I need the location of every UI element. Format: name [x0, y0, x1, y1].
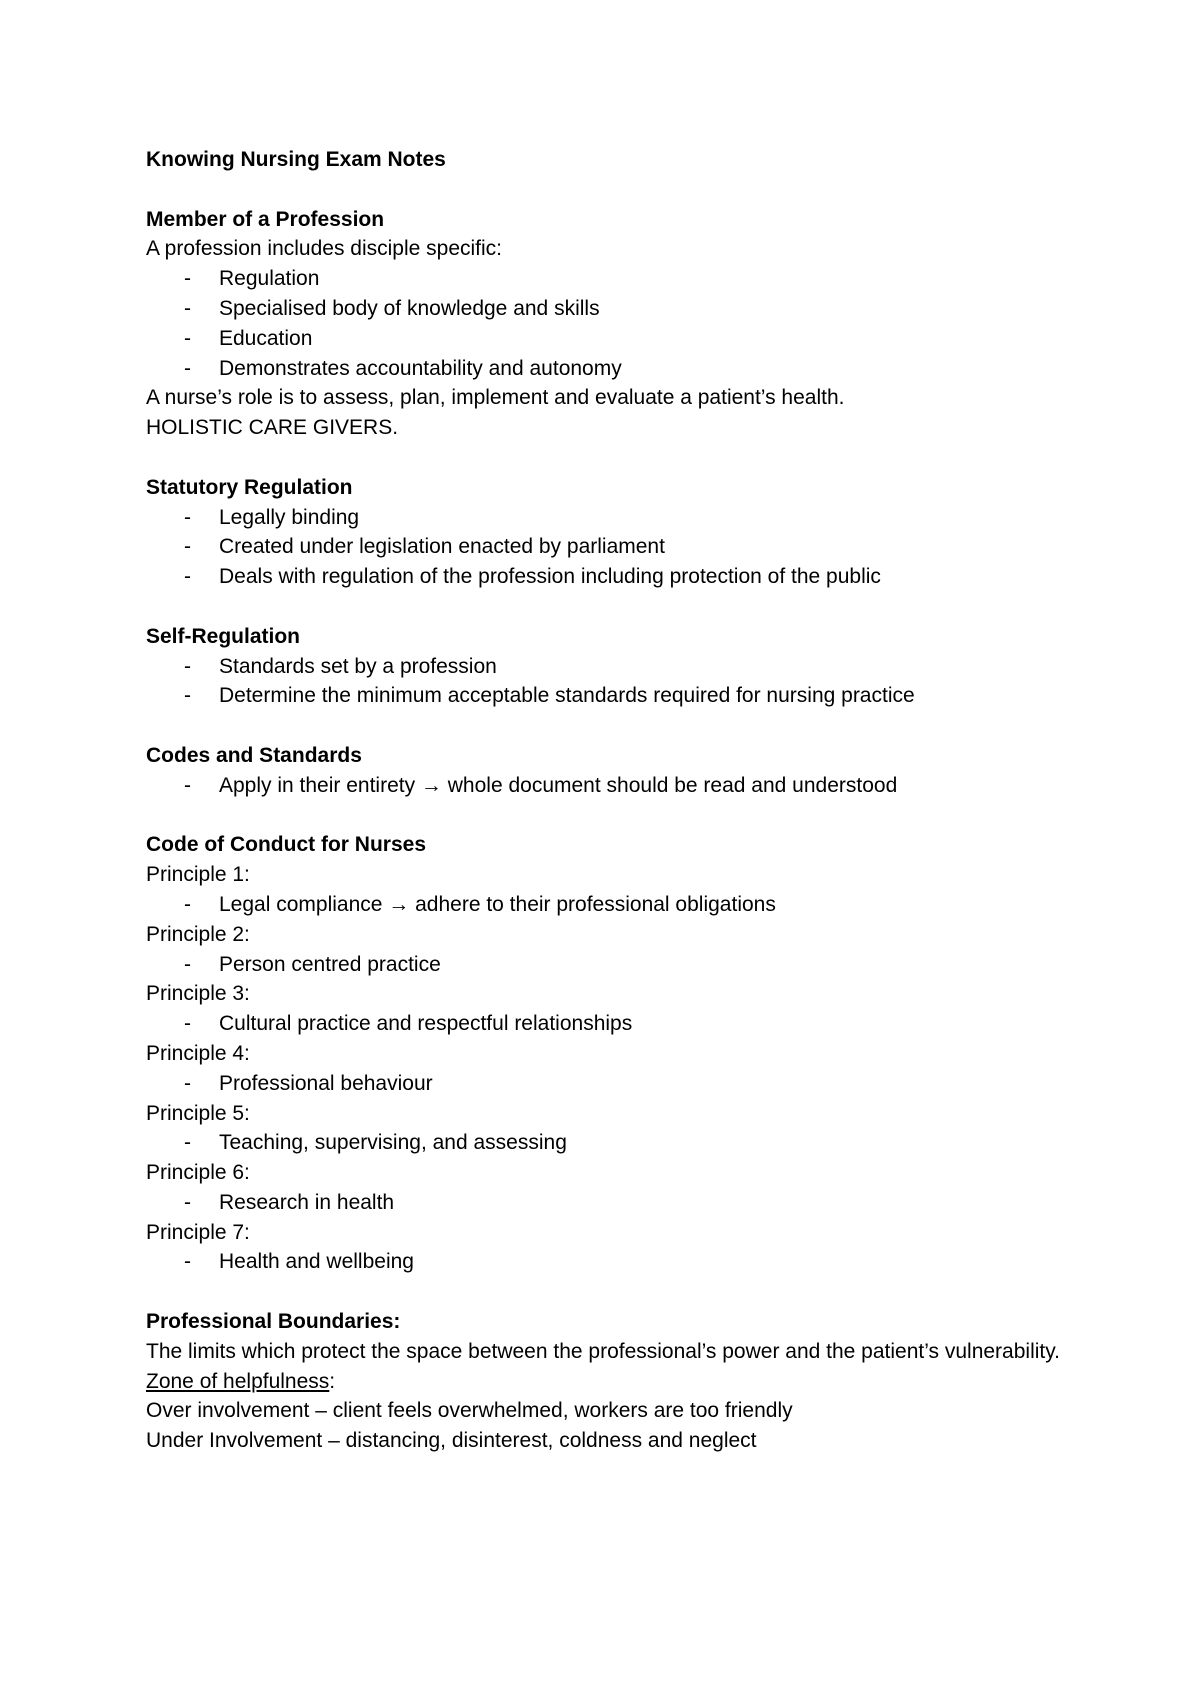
list-item-text: Person centred practice [219, 952, 441, 976]
list-item [146, 681, 1086, 711]
list-item [146, 264, 1086, 294]
list-item-text: Professional behaviour [219, 1071, 433, 1095]
list-item-text: Education [219, 326, 313, 350]
bullet-dash: - [184, 267, 191, 291]
spacer [146, 443, 1086, 473]
principle-label: Principle 1: [146, 863, 250, 887]
bullet-dash: - [184, 684, 191, 708]
list-item [146, 1247, 1086, 1277]
bullet-dash: - [184, 892, 191, 916]
list-item-text: Determine the minimum acceptable standards required for nursing practice [219, 684, 915, 708]
list-item-text: Created under legislation enacted by parliament [219, 535, 665, 559]
bullet-dash: - [184, 773, 191, 797]
bullet-dash: - [184, 535, 191, 559]
list-item-text: Legally binding [219, 505, 360, 529]
list-item-text: Regulation [219, 267, 320, 291]
bullet-dash: - [184, 296, 191, 320]
list-item-text: Legal compliance → adhere to their professional obligations [219, 892, 776, 916]
list-item-text: Health and wellbeing [219, 1250, 414, 1274]
spacer [146, 1277, 1086, 1307]
heading-codes-and-standards: Codes and Standards [146, 743, 362, 767]
spacer [146, 592, 1086, 622]
list-item [146, 1188, 1086, 1218]
list-item [146, 503, 1086, 533]
member-intro: A profession includes disciple specific: [146, 237, 503, 261]
principle-label: Principle 7: [146, 1220, 250, 1244]
list-item-text: Standards set by a profession [219, 654, 497, 678]
heading-member-of-profession: Member of a Profession [146, 207, 385, 231]
list-item [146, 652, 1086, 682]
over-involvement-text: Over involvement – client feels overwhelmed, workers are too friendly [146, 1399, 793, 1423]
document-title: Knowing Nursing Exam Notes [146, 148, 446, 171]
bullet-dash: - [184, 952, 191, 976]
heading-code-of-conduct: Code of Conduct for Nurses [146, 833, 427, 857]
document-page [146, 145, 1086, 1456]
bullet-dash: - [184, 356, 191, 380]
bullet-dash: - [184, 1012, 191, 1036]
heading-professional-boundaries: Professional Boundaries: [146, 1310, 401, 1334]
principle-label: Principle 2: [146, 922, 250, 946]
list-item [146, 1009, 1086, 1039]
list-item [146, 324, 1086, 354]
bullet-dash: - [184, 326, 191, 350]
list-item [146, 1128, 1086, 1158]
list-item [146, 950, 1086, 980]
list-item [146, 562, 1086, 592]
heading-statutory-regulation: Statutory Regulation [146, 475, 353, 499]
list-item [146, 354, 1086, 384]
list-item [146, 532, 1086, 562]
zone-colon: : [329, 1369, 336, 1393]
list-item-text: Deals with regulation of the profession including protection of the public [219, 565, 881, 589]
principle-label: Principle 6: [146, 1161, 250, 1185]
principle-label: Principle 3: [146, 982, 250, 1006]
spacer [146, 175, 1086, 205]
list-item-text: Apply in their entirety → whole document should be read and understood [219, 773, 898, 797]
bullet-dash: - [184, 1131, 191, 1155]
list-item [146, 294, 1086, 324]
list-item-text: Specialised body of knowledge and skills [219, 296, 600, 320]
bullet-dash: - [184, 1071, 191, 1095]
list-item [146, 1069, 1086, 1099]
list-item [146, 890, 1086, 920]
spacer [146, 801, 1086, 831]
heading-self-regulation: Self-Regulation [146, 624, 301, 648]
list-item-text: Demonstrates accountability and autonomy [219, 356, 622, 380]
list-item-text: Cultural practice and respectful relationships [219, 1012, 633, 1036]
zone-of-helpfulness [146, 1367, 1086, 1397]
list-item-text: Teaching, supervising, and assessing [219, 1131, 567, 1155]
boundaries-definition: The limits which protect the space between the professional’s power and the patient’s vulnerability. [146, 1339, 1061, 1363]
principle-label: Principle 4: [146, 1041, 250, 1065]
bullet-dash: - [184, 565, 191, 589]
list-item [146, 771, 1086, 801]
bullet-dash: - [184, 654, 191, 678]
principle-label: Principle 5: [146, 1101, 250, 1125]
zone-label: Zone of helpfulness [146, 1369, 330, 1393]
bullet-dash: - [184, 1250, 191, 1274]
spacer [146, 711, 1086, 741]
holistic-text: HOLISTIC CARE GIVERS. [146, 416, 399, 440]
bullet-dash: - [184, 505, 191, 529]
bullet-dash: - [184, 1190, 191, 1214]
list-item-text: Research in health [219, 1190, 395, 1214]
under-involvement-text: Under Involvement – distancing, disinterest, coldness and neglect [146, 1429, 757, 1453]
nurse-role-text: A nurse’s role is to assess, plan, implement and evaluate a patient’s health. [146, 386, 845, 410]
